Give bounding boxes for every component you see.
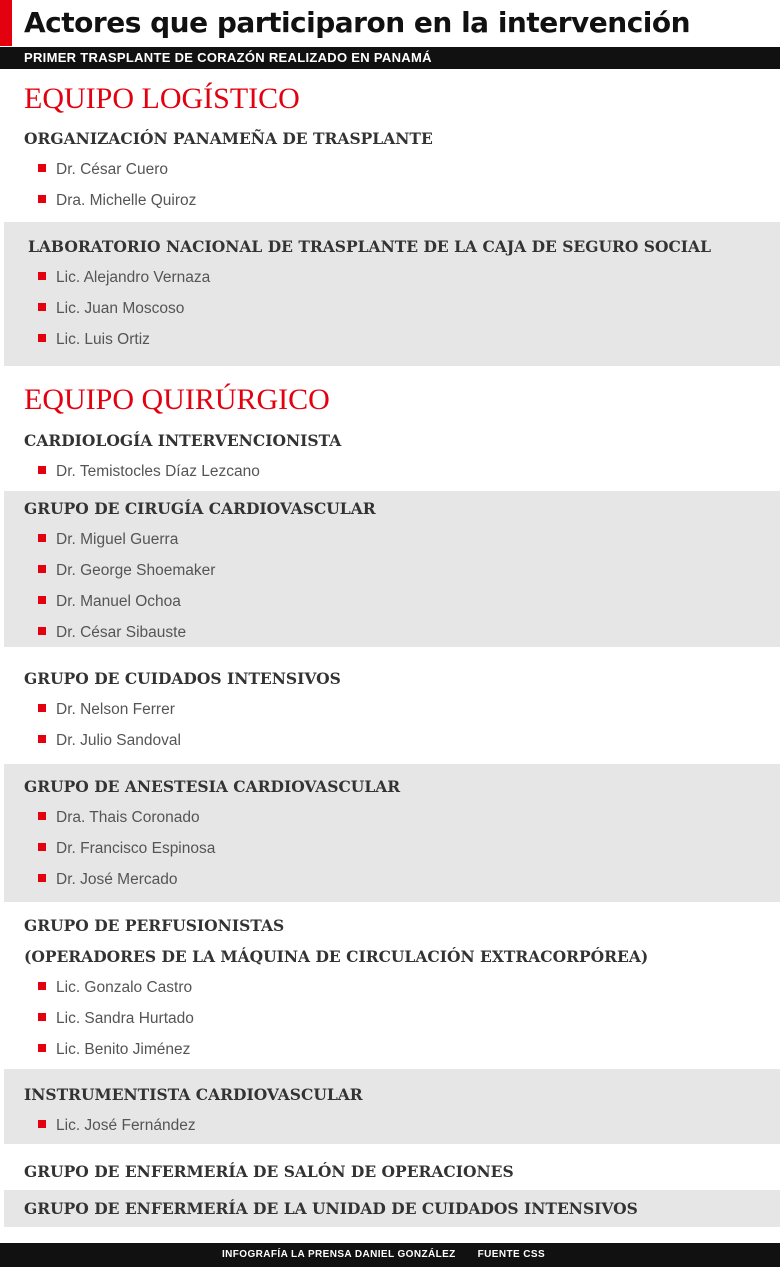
member-item: Dra. Thais Coronado [38,802,774,833]
group-instrumentista [24,1079,774,1141]
group-name: GRUPO DE ANESTESIA CARDIOVASCULAR [24,777,401,796]
member-item: Dra. Michelle Quiroz [38,185,774,216]
member-list [28,262,778,355]
footer-text [222,1248,545,1262]
member-item: Lic. José Fernández [38,1110,774,1141]
group-enfermeria-salon [24,1156,774,1187]
footer-bar [0,1243,780,1267]
group-enfermeria-uci [24,1193,774,1224]
group-cuidados-intensivos [24,663,774,756]
group-laboratorio-nacional [28,231,778,355]
member-item: Lic. Sandra Hurtado [38,1003,774,1034]
member-item: Lic. Gonzalo Castro [38,972,774,1003]
subtitle-bar [0,47,780,69]
member-list [24,972,774,1065]
member-item: Lic. Luis Ortiz [38,324,778,355]
member-list [24,802,774,895]
member-list [24,456,774,487]
member-list [24,524,774,648]
title-accent-bar [0,0,12,46]
member-list [24,694,774,756]
member-list [24,154,774,216]
group-name: LABORATORIO NACIONAL DE TRASPLANTE DE LA CAJA DE SEGURO SOCIAL [28,237,711,256]
group-name: GRUPO DE ENFERMERÍA DE LA UNIDAD DE CUIDADOS INTENSIVOS [24,1199,638,1218]
member-item: Dr. Miguel Guerra [38,524,774,555]
section-title-quirurgico: EQUIPO QUIRÚRGICO [24,383,330,416]
member-item: Dr. Manuel Ochoa [38,586,774,617]
member-item: Dr. Julio Sandoval [38,725,774,756]
group-cardiologia [24,425,774,487]
footer-source: FUENTE CSS [477,1249,546,1260]
member-item: Lic. Benito Jiménez [38,1034,774,1065]
member-item: Dr. José Mercado [38,864,774,895]
member-item: Dr. César Sibauste [38,617,774,648]
group-name: GRUPO DE CUIDADOS INTENSIVOS [24,669,341,688]
member-item: Dr. George Shoemaker [38,555,774,586]
page-title: Actores que participaron en la intervención [24,6,691,39]
member-item: Lic. Alejandro Vernaza [38,262,778,293]
group-name: INSTRUMENTISTA CARDIOVASCULAR [24,1085,363,1104]
section-title-logistico: EQUIPO LOGÍSTICO [24,82,300,115]
group-name: GRUPO DE CIRUGÍA CARDIOVASCULAR [24,499,376,518]
footer-credit: INFOGRAFÍA LA PRENSA DANIEL GONZÁLEZ [222,1249,456,1260]
group-organizacion-trasplante [24,123,774,216]
group-name: GRUPO DE PERFUSIONISTAS [24,916,285,935]
member-item: Dr. Nelson Ferrer [38,694,774,725]
group-name-subtitle: (OPERADORES DE LA MÁQUINA DE CIRCULACIÓN EXTRACORPÓREA) [24,947,649,966]
group-name: GRUPO DE ENFERMERÍA DE SALÓN DE OPERACIONES [24,1162,514,1181]
group-perfusionistas [24,910,774,1065]
group-name: CARDIOLOGÍA INTERVENCIONISTA [24,431,342,450]
group-cirugia-cardiovascular [24,493,774,648]
title-bar [0,0,780,46]
member-item: Dr. Temistocles Díaz Lezcano [38,456,774,487]
group-name: ORGANIZACIÓN PANAMEÑA DE TRASPLANTE [24,129,433,148]
member-item: Dr. Francisco Espinosa [38,833,774,864]
member-item: Dr. César Cuero [38,154,774,185]
member-item: Lic. Juan Moscoso [38,293,778,324]
member-list [24,1110,774,1141]
group-anestesia-cardiovascular [24,771,774,895]
page-subtitle: PRIMER TRASPLANTE DE CORAZÓN REALIZADO EN PANAMÁ [24,50,432,65]
